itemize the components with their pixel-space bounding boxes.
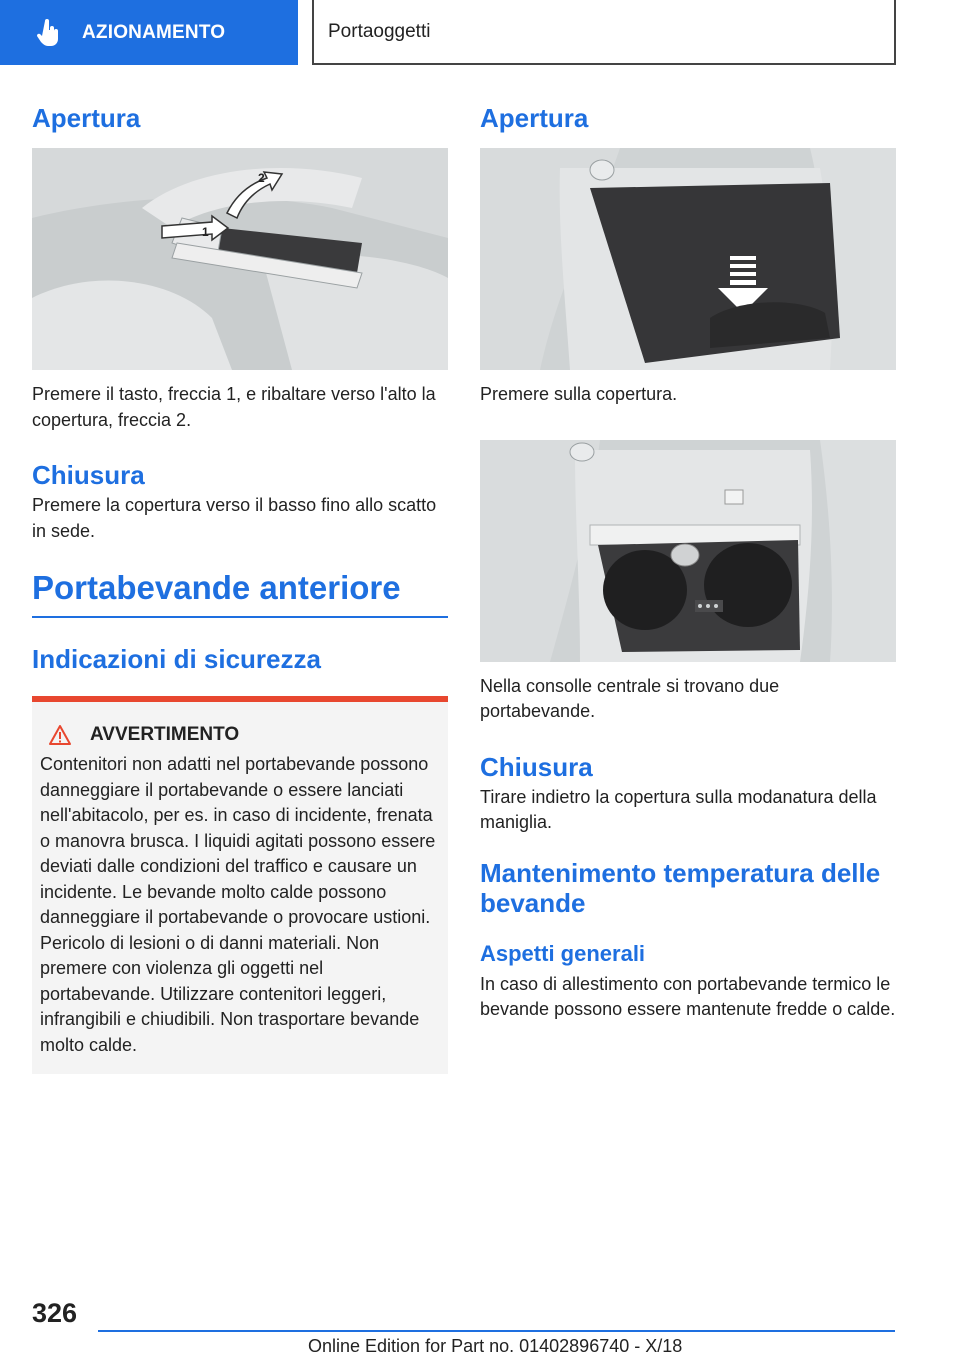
- footer-rule: [98, 1330, 895, 1332]
- page-topic: Portaoggetti: [328, 20, 431, 42]
- temperature-heading: Mantenimento temperatura delle bevande: [480, 857, 881, 918]
- chiusura-right-text: Tirare indietro la copertura sulla modanatura della maniglia.: [480, 786, 877, 832]
- topic-tab: [312, 0, 896, 65]
- chiusura-text: Premere la copertura verso il basso fino allo scatto in sede.: [32, 495, 437, 541]
- console-cover-figure: [480, 148, 896, 370]
- safety-heading: Indicazioni di sicurezza: [32, 644, 321, 674]
- left-column: [32, 100, 448, 1074]
- cupholder-figure: [480, 440, 896, 662]
- warning-box: [32, 696, 448, 1074]
- apertura-caption: Premere il tasto, freccia 1, e ribaltare verso l'alto la copertura, freccia 2.: [32, 384, 436, 430]
- arrow-label-1: 1: [202, 225, 209, 239]
- chiusura-heading: Chiusura: [32, 460, 145, 490]
- section-title: Portabevande anteriore: [32, 569, 401, 606]
- warning-title: AVVERTIMENTO: [90, 724, 240, 745]
- arrow-label-2: 2: [258, 171, 265, 185]
- hand-pointer-icon: [36, 19, 62, 47]
- section-label: AZIONAMENTO: [82, 21, 226, 43]
- apertura-right-caption: Premere sulla copertura.: [480, 384, 678, 404]
- section-tab[interactable]: [0, 0, 298, 65]
- temperature-subheading: Aspetti generali: [480, 940, 646, 966]
- warning-triangle-icon: [48, 724, 72, 746]
- console-caption: Nella consolle centrale si trovano due portabevande.: [480, 675, 780, 721]
- edition-text: Online Edition for Part no. 01402896740 - X/18: [308, 1336, 683, 1356]
- section-rule: [32, 616, 448, 618]
- page-number: 326: [32, 1298, 78, 1328]
- chiusura-right-heading: Chiusura: [480, 751, 593, 782]
- rear-armrest-figure: [32, 148, 448, 370]
- right-column: [480, 100, 896, 1023]
- temperature-text: In caso di allestimento con portabevande termico le bevande possono essere mantenute fredde o calde.: [480, 973, 896, 1019]
- warning-text: Contenitori non adatti nel portabevande possono danneggiare il portabevande o essere lanciati nell'abitacolo, per es. in caso di incidente, frenata o manovra brusca. I liquidi agitati possono essere deviati dalle condizioni del traffico e causare un incidente. Le bevande molto calde possono danneggiare il portabevande o provocare ustioni. Pericolo di lesioni o di danni materiali. Non premere con violenza gli oggetti nel portabevande. Utilizzare contenitori leggeri, infrangibili e chiudibili. Non trasportare bevande molto calde.: [40, 754, 436, 1055]
- apertura-right-heading: Apertura: [480, 103, 589, 133]
- apertura-heading: Apertura: [32, 103, 141, 133]
